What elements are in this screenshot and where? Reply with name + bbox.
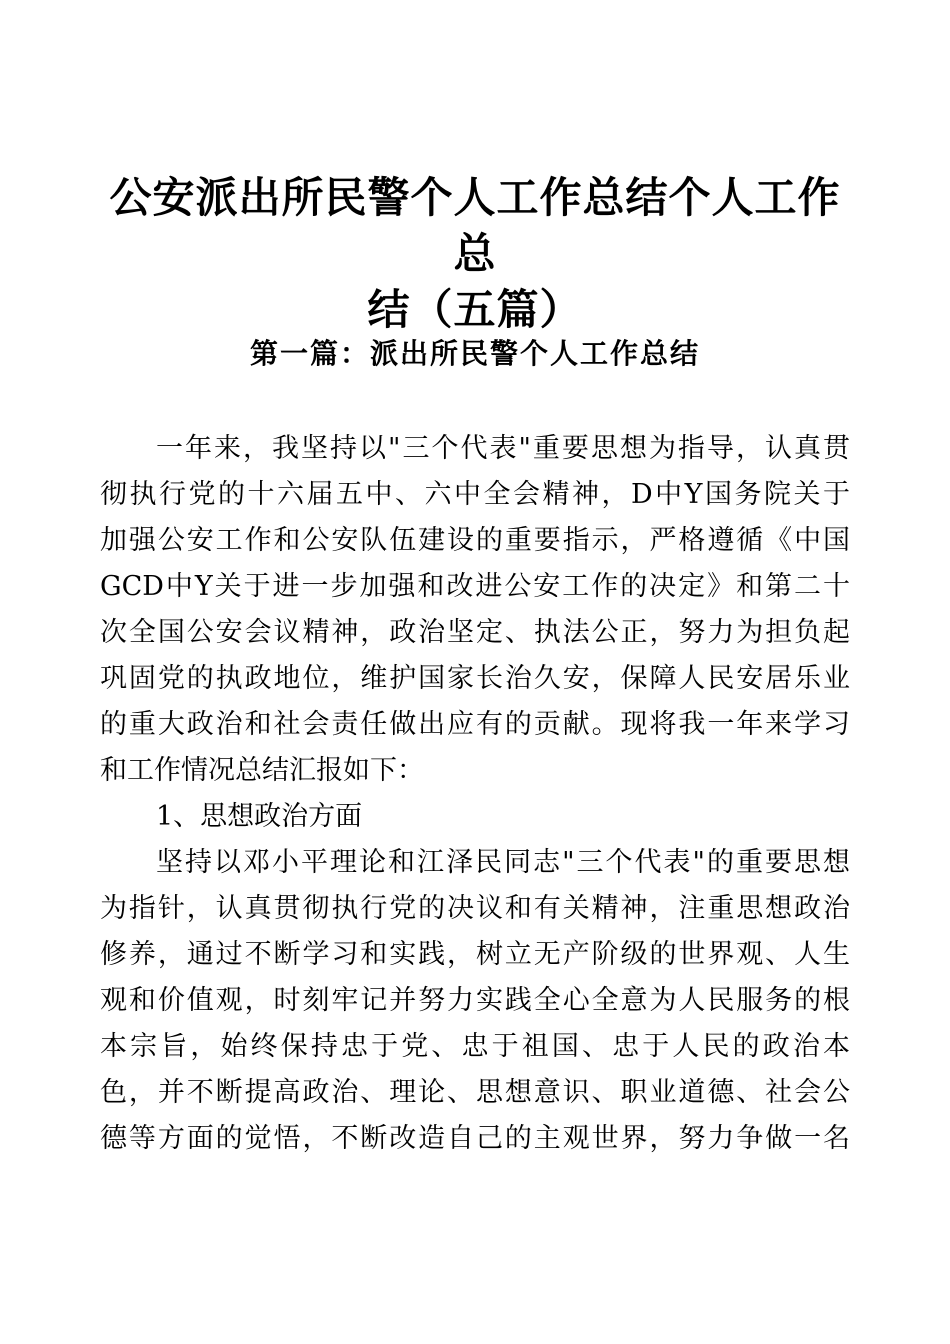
subheading-thought-politics: 1、思想政治方面	[156, 801, 363, 832]
paragraph-1-line: 一年来，我坚持以"三个代表"重要思想为指导，认真贯	[156, 433, 850, 464]
paragraph-2-line: 为指针，认真贯彻执行党的决议和有关精神，注重思想政治	[100, 893, 850, 924]
paragraph-2-line: 本宗旨，始终保持忠于党、忠于祖国、忠于人民的政治本	[100, 1031, 850, 1062]
document-body	[100, 426, 850, 1162]
paragraph-1-line: GCD中Y关于进一步加强和改进公安工作的决定》和第二十	[100, 571, 850, 602]
title-line-2: 结（五篇）	[367, 285, 583, 334]
title-line-1: 公安派出所民警个人工作总结个人工作总	[109, 173, 841, 278]
paragraph-1-line: 次全国公安会议精神，政治坚定、执法公正，努力为担负起	[100, 617, 850, 648]
paragraph-2-line: 德等方面的觉悟，不断改造自己的主观世界，努力争做一名	[100, 1123, 850, 1154]
paragraph-2-line: 修养，通过不断学习和实践，树立无产阶级的世界观、人生	[100, 939, 850, 970]
paragraph-2-line: 色，并不断提高政治、理论、思想意识、职业道德、社会公	[100, 1077, 850, 1108]
paragraph-1-line: 加强公安工作和公安队伍建设的重要指示，严格遵循《中国	[100, 525, 850, 556]
section-heading: 第一篇：派出所民警个人工作总结	[249, 337, 700, 370]
paragraph-2-line: 坚持以邓小平理论和江泽民同志"三个代表"的重要思想	[156, 847, 850, 878]
paragraph-1-line: 和工作情况总结汇报如下：	[100, 755, 424, 786]
paragraph-1-line: 彻执行党的十六届五中、六中全会精神，D中Y国务院关于	[100, 479, 850, 510]
paragraph-2-line: 观和价值观，时刻牢记并努力实践全心全意为人民服务的根	[100, 985, 850, 1016]
paragraph-1-line: 巩固党的执政地位，维护国家长治久安，保障人民安居乐业	[100, 663, 850, 694]
document-title	[100, 170, 850, 338]
paragraph-1-line: 的重大政治和社会责任做出应有的贡献。现将我一年来学习	[100, 709, 850, 740]
